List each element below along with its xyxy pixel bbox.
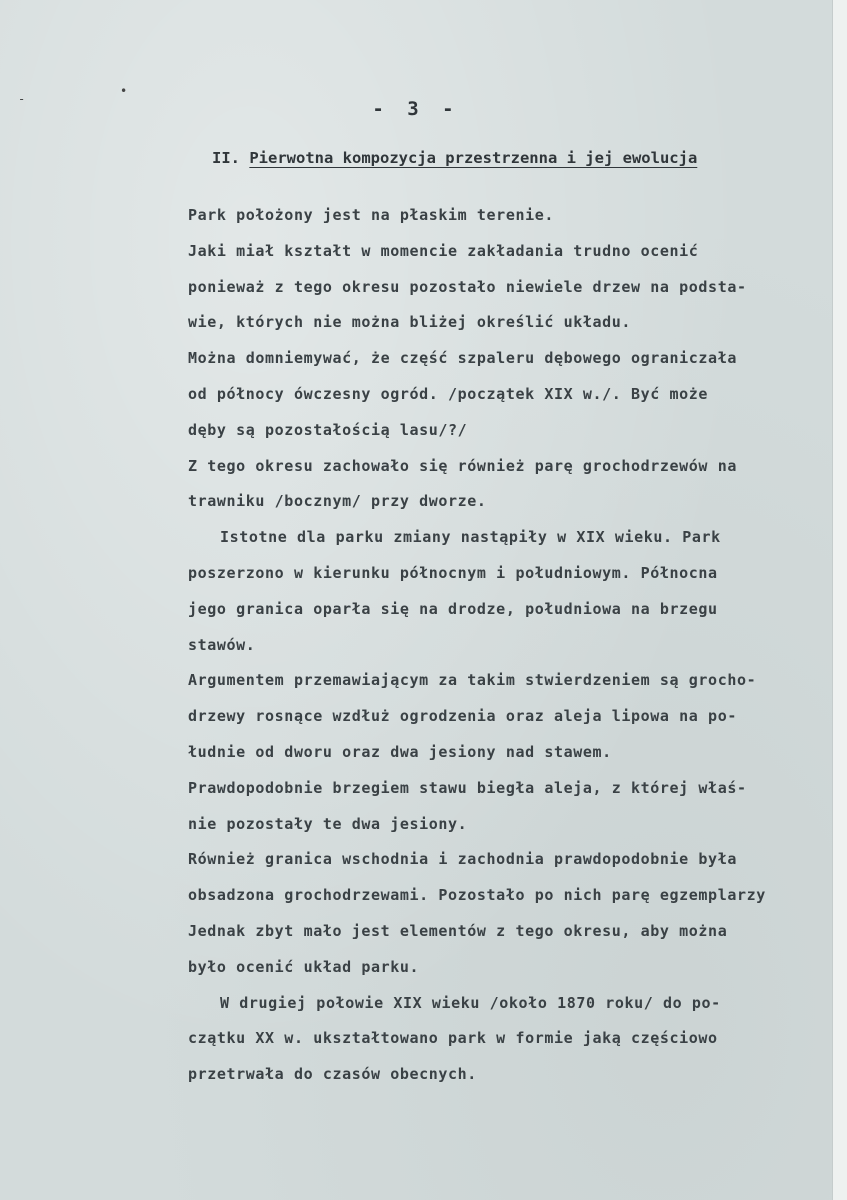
- text-line: wie, których nie można bliżej określić układu.: [188, 313, 632, 332]
- text-line: drzewy rosnące wzdłuż ogrodzenia oraz aleja lipowa na po-: [188, 707, 737, 726]
- ink-speck: -: [18, 92, 26, 106]
- page-edge: [832, 0, 847, 1200]
- text-line: od północy ówczesny ogród. /początek XIX w./. Być może: [188, 384, 709, 403]
- text-line: obsadzona grochodrzewami. Pozostało po nich parę egzemplarzy: [188, 886, 766, 905]
- text-line: ponieważ z tego okresu pozostało niewiele drzew na podsta-: [188, 277, 747, 296]
- text-line: trawniku /bocznym/ przy dworze.: [188, 492, 487, 511]
- text-line: Prawdopodobnie brzegiem stawu biegła aleja, z której właś-: [188, 778, 747, 797]
- text-line: W drugiej połowie XIX wieku /około 1870 roku/ do po-: [220, 993, 721, 1012]
- page-number: - 3 -: [372, 98, 460, 120]
- text-line: Jednak zbyt mało jest elementów z tego okresu, aby można: [188, 921, 728, 940]
- text-line: jego granica oparła się na drodze, południowa na brzegu: [188, 599, 718, 618]
- ink-speck: •: [120, 84, 128, 98]
- text-line: Park położony jest na płaskim terenie.: [188, 206, 554, 224]
- text-line: Jaki miał kształt w momencie zakładania trudno ocenić: [188, 241, 699, 260]
- body-text: [188, 198, 828, 1093]
- text-line: dęby są pozostałością lasu/?/: [188, 420, 468, 439]
- text-line: Argumentem przemawiającym za takim stwierdzeniem są grocho-: [188, 671, 757, 690]
- text-line: Można domniemywać, że część szpaleru dębowego ograniczała: [188, 349, 737, 368]
- section-heading: [212, 149, 697, 167]
- text-line: Z tego okresu zachowało się również parę grochodrzewów na: [188, 456, 737, 475]
- text-line: było ocenić układ parku.: [188, 957, 420, 976]
- text-line: łudnie od dworu oraz dwa jesiony nad stawem.: [188, 742, 612, 761]
- text-line: Również granica wschodnia i zachodnia prawdopodobnie była: [188, 850, 737, 869]
- text-line: nie pozostały te dwa jesiony.: [188, 814, 468, 833]
- text-line: przetrwała do czasów obecnych.: [188, 1065, 477, 1084]
- text-line: czątku XX w. ukształtowano park w formie jaką częściowo: [188, 1029, 718, 1048]
- section-numeral: II.: [212, 149, 240, 167]
- text-line: poszerzono w kierunku północnym i południowym. Północna: [188, 563, 718, 582]
- section-title: Pierwotna kompozycja przestrzenna i jej ewolucja: [249, 149, 698, 167]
- text-line: Istotne dla parku zmiany nastąpiły w XIX wieku. Park: [220, 528, 721, 547]
- text-line: stawów.: [188, 635, 256, 654]
